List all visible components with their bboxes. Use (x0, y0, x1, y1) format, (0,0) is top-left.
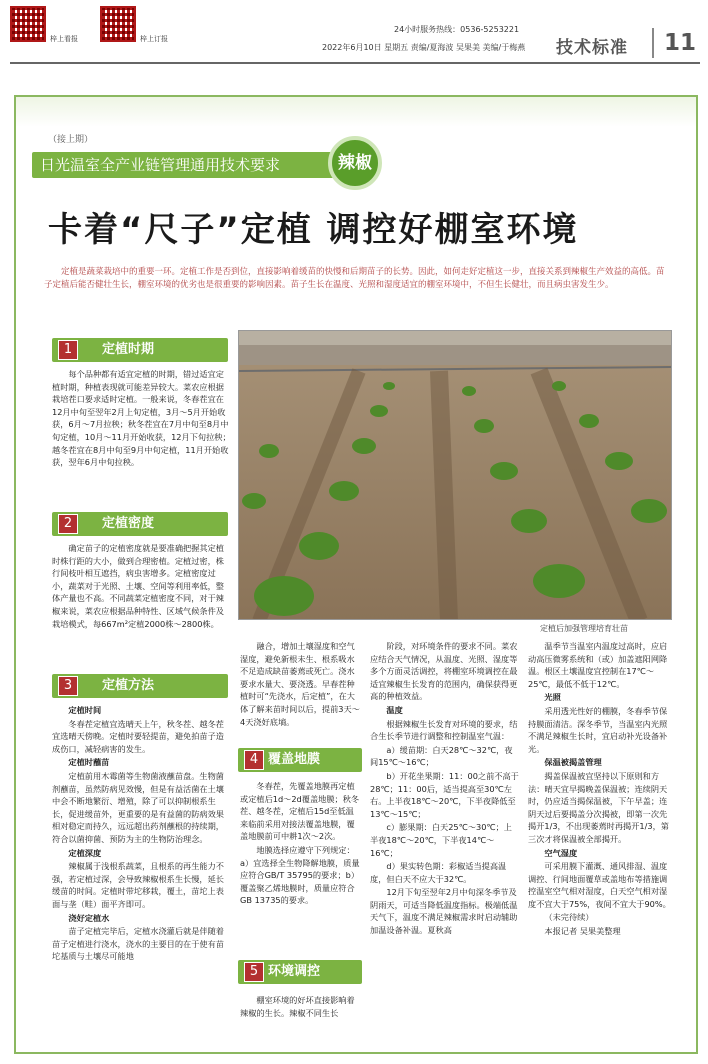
follow-tag: （接上期） (48, 135, 94, 145)
section-title: 定植密度 (102, 516, 155, 531)
series-title: 日光温室全产业链管理通用技术要求 (32, 152, 362, 178)
paragraph: 地膜选择应遵守下列规定：a）宜选择全生物降解地膜，质量应符合GB/T 35795的要求；b）覆盖聚乙烯地膜时，质量应符合GB 13735的要求。 (240, 844, 360, 906)
qr-code-read[interactable] (10, 6, 46, 42)
paragraph: 根据辣椒生长发育对环境的要求，结合生长季节进行调整和控制温室气温： (370, 718, 518, 742)
subheading: 定植时间 (68, 705, 102, 715)
subheading: 浇好定植水 (68, 912, 110, 923)
paragraph: 温季节当温室内温度过高时，应启动高压微雾系统和（或）加盖遮阳网降温。根区土壤温度宜控制在17℃～25℃，最低不低于12℃。 (528, 641, 668, 689)
subheading: 光照 (544, 692, 561, 703)
section-title: 环境调控 (268, 964, 321, 979)
end-note: （未完待续） (544, 912, 594, 923)
section-title: 覆盖地膜 (268, 752, 321, 767)
paragraph: 苗子定植完毕后，定植水浇灌后就是伴随着苗子定植进行浇水，浇水的主要目的在于使有苗坨基质与土壤尽可能地 (52, 926, 224, 962)
page-header (0, 0, 708, 66)
paragraph: 确定苗子的定植密度就是要准确把握其定植时株行距的大小，做到合理密植。定植过密，株行间枝叶相互遮挡，病虫害增多。定植密度过小，蔬菜对于光照、土壤、空间等利用率低，整体产量也不高。不同蔬菜定植密度不同，对于辣椒来说，菜农应根据品种特性、区域气候条件及栽培模式，每667m²定植2000株～2800株。 (52, 543, 224, 629)
section-number: 3 (58, 676, 78, 696)
subheading: 温度 (386, 704, 403, 715)
subheading: 保温被揭盖管理 (544, 757, 602, 768)
paragraph: 每个品种都有适宜定植的时期，错过适宜定植时期，种植表现就可能差异较大。菜农应根据栽培茬口要求适时定植。一般来说，冬春茬宜在12月中旬至翌年2月上旬定植，3月～5月开始收获，6月～7月拉秧；秋冬茬宜在7月中旬至8月中旬定植，10月～11月开始收获，12月下旬拉秧；越冬茬宜在8月中旬至9月中旬定植，11月开始收获，翌年6月中旬拉秧。 (52, 369, 231, 468)
section-heading-3 (52, 674, 228, 698)
section-number: 2 (58, 514, 78, 534)
paragraph: 冬春茬定植宜选晴天上午，秋冬茬、越冬茬宜选晴天傍晚。定植时要轻提苗，避免拍苗子造成伤口，减轻病害的发生。 (52, 718, 224, 754)
lead-paragraph: 定植是蔬菜栽培中的重要一环。定植工作是否到位，直接影响着缓苗的快慢和后期苗子的长势。因此，如何走好定植这一步，直接关系到辣椒生产效益的高低。苗子定植后能否健壮生长，棚室环境的优劣也是很重要的影响因素。苗子生长在温度、光照和湿度适宜的棚室环境中，不但生长健壮，而且病虫害发生少。 (44, 267, 665, 290)
column-2-top (240, 640, 360, 740)
section-3-body (52, 704, 232, 1054)
subheading: 定植时蘸苗 (68, 757, 110, 768)
paragraph: 定植前用木霉菌等生物菌液蘸苗盘。生物菌剂蘸苗，虽然防病见效慢，但是有益活菌在土壤中会不断地繁衍、增殖，除了可以抑制根系生长，促进缓苗外，更重要的是有益菌的防病效果相对稳定而持久，远远超出药剂蘸根的持续期，符合以菌抑菌、预防为主的生物防治理念。 (52, 770, 224, 844)
field-illustration (239, 331, 672, 620)
section-number: 1 (58, 340, 78, 360)
paragraph: c）膨果期：白天25℃～30℃；上半夜18℃～20℃，下半夜14℃～16℃； (370, 822, 512, 858)
dateline: 2022年6月10日 星期五 责编/夏海波 吴果美 美编/于梅燕 (322, 43, 526, 52)
section-heading-2 (52, 512, 228, 536)
section-title: 定植时期 (102, 342, 155, 357)
column-3 (370, 640, 520, 1050)
header-divider (10, 62, 700, 64)
subheading: 空气湿度 (544, 847, 578, 858)
paragraph: 融合，增加土壤湿度和空气湿度，避免新根未生、根系吸水不足造成缺苗萎蔫或死亡。浇水要求水量大、要浇透。早春茬种植时可“先浇水，后定植”，在大体了解来苗时间以后，提前3天～4天浇好底墒。 (240, 641, 360, 727)
paragraph: 棚室环境的好坏直接影响着辣椒的生长。辣椒不同生长 (240, 995, 355, 1018)
section-heading-5 (238, 960, 362, 984)
seedling-photo (238, 330, 672, 620)
paragraph: 采用透光性好的棚膜，冬春季节保持膜面清洁。深冬季节，当温室内光照不满足辣椒生长时，宜启动补光设备补光。 (528, 705, 668, 754)
paragraph: 12月下旬至翌年2月中旬深冬季节及阴雨天，可适当降低温度指标。极端低温天气下，温度不满足辣椒需求时启动辅助加温设备补温。夏秋高 (370, 887, 518, 936)
section-2-body (52, 542, 232, 670)
subheading: 定植深度 (68, 847, 102, 858)
section-heading-4 (238, 748, 362, 772)
section-5-body (240, 994, 360, 1050)
paragraph: 冬春茬，先覆盖地膜再定植或定植后1d～2d覆盖地膜；秋冬茬、越冬茬，定植后15d至低温来临前采用对接法覆盖地膜，覆盖地膜前可中耕1次～2次。 (240, 781, 360, 842)
column-4 (528, 640, 674, 1050)
section-4-body (240, 780, 360, 940)
qr-code-subscribe[interactable] (100, 6, 136, 42)
author-credit: 本报记者 吴果美整理 (544, 926, 621, 937)
page-number: 11 (652, 28, 696, 58)
paragraph: 揭盖保温被宜坚持以下原则和方法：晴天宜早揭晚盖保温被；连续阴天时，仍应适当揭保温被，下午早盖；连阴天过后要揭盖分次揭被，即第一次先揭开1/3，不出现萎蔫时再揭开1/3，第三次才将保温被全部揭开。 (528, 770, 669, 844)
paragraph: a）缓苗期：白天28℃～32℃，夜间15℃～16℃； (370, 744, 513, 768)
paragraph: b）开花坐果期：11：00之前不高于28℃；11：00后，适当提高至30℃左右。上半夜18℃～20℃，下半夜降低至13℃～15℃； (370, 770, 519, 819)
qr-subscribe-label: 梓上订报 (140, 35, 168, 43)
section-heading-1 (52, 338, 228, 362)
paragraph: 阶段，对环境条件的要求不同。菜农应结合天气情况，从温度、光照、湿度等多个方面灵活调控，将棚室环境调控在最适宜辣椒生长发育的范围内，确保获得更高的种植效益。 (370, 641, 518, 702)
headline: 卡着“尺子”定植 调控好棚室环境 (48, 210, 579, 250)
section-number: 5 (244, 962, 264, 982)
hotline-text: 24小时服务热线：0536-5253221 (394, 25, 520, 34)
section-title: 定植方法 (102, 678, 155, 693)
photo-caption: 定植后加强管理培育壮苗 (540, 624, 628, 633)
paragraph: d）果实转色期：彩椒适当提高温度，但白天不应大于32℃。 (370, 861, 507, 884)
section-1-body (52, 368, 232, 504)
qr-read-label: 梓上看报 (50, 35, 78, 43)
section-tag: 技术标准 (556, 38, 628, 58)
topic-badge: 辣椒 (328, 136, 382, 190)
section-number: 4 (244, 750, 264, 770)
frame-top-tint (16, 97, 696, 127)
paragraph: 可采用膜下灌溉、通风排湿、温度调控、行间地面覆草或盖地布等措施调控温室空气相对湿度，白天空气相对湿度不宜大于75%，夜间不宜大于90%。 (528, 861, 671, 909)
paragraph: 辣椒属于浅根系蔬菜，且根系的再生能力不强，若定植过深，会导致辣椒根系生长慢，延长缓苗的时间。定植时带坨移栽，覆土，苗坨上表面与垄（畦）面平齐即可。 (52, 861, 224, 909)
